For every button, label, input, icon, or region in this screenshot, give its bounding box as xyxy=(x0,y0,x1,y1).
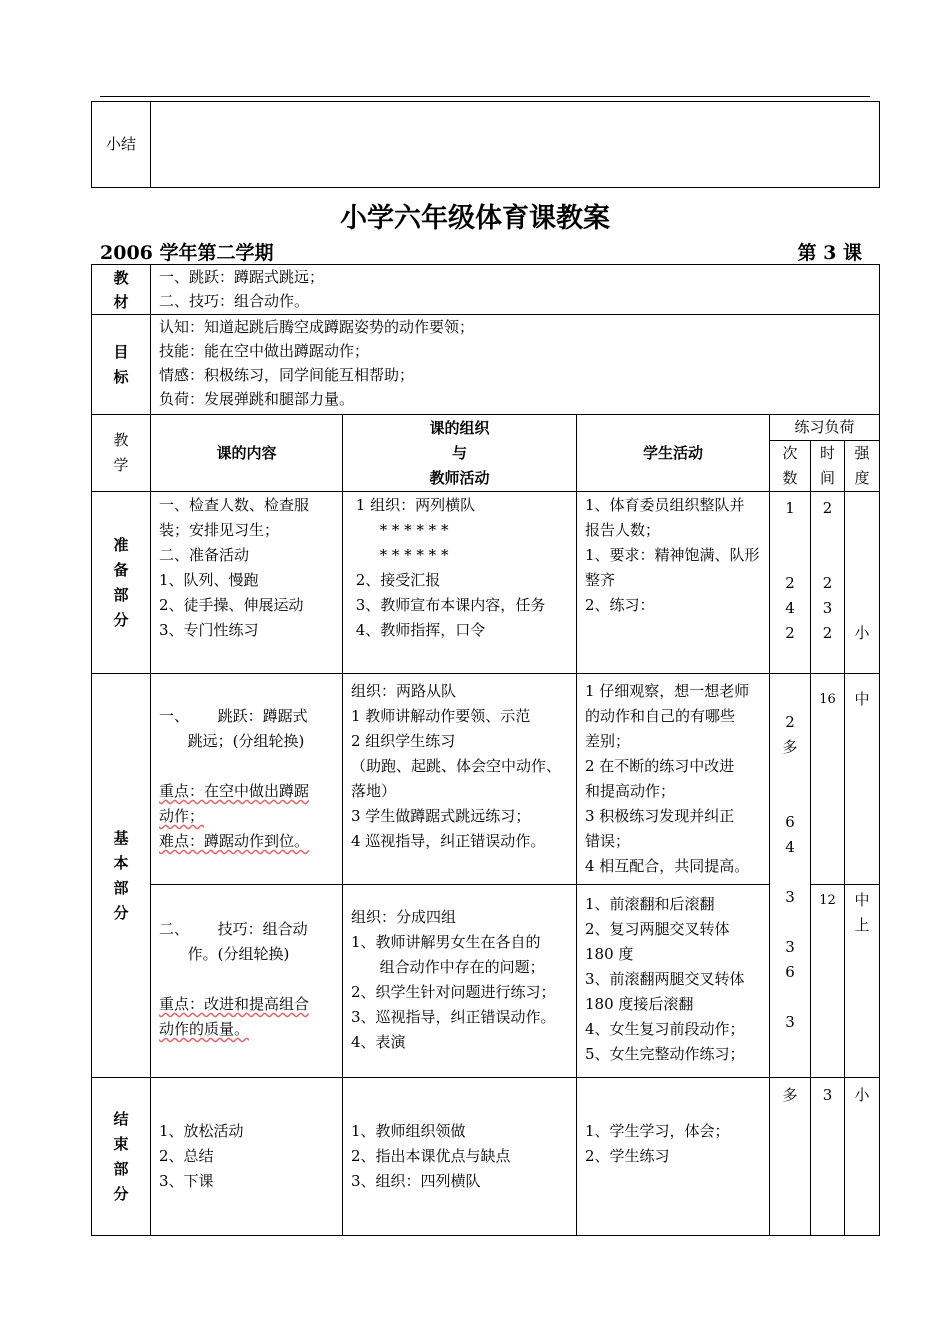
summary-cell xyxy=(151,102,880,188)
lesson-plan-table xyxy=(91,264,880,1236)
top-rule xyxy=(100,96,870,97)
basic-part1-student: 1 仔细观察，想一想老师 的动作和自己的有哪些 差别； 2 在不断的练习中改进 和提高动作； 3 积极练习发现并纠正 错误； 4 相互配合，共同提高。 xyxy=(577,674,770,885)
prep-label: 准 备 部 分 xyxy=(92,492,151,674)
prep-intensity: 小 xyxy=(845,492,880,674)
header-organization: 课的组织 与 教师活动 xyxy=(343,415,577,492)
goals-content: 认知：知道起跳后腾空成蹲踞姿势的动作要领； 技能：能在空中做出蹲踞动作； 情感：积极练习，同学间能互相帮助； 负荷：发展弹跳和腿部力量。 xyxy=(151,315,880,415)
basic-duration-2: 12 xyxy=(811,885,845,1078)
basic-part2-student: 1、前滚翻和后滚翻 2、复习两腿交叉转体 180 度 3、前滚翻两腿交叉转体 180 度接后滚翻 4、女生复习前段动作； 5、女生完整动作练习； xyxy=(577,885,770,1078)
basic-duration-1: 16 xyxy=(811,674,845,885)
header-duration: 时 间 xyxy=(811,441,845,492)
header-times: 次 数 xyxy=(770,441,811,492)
header-load: 练习负荷 xyxy=(770,415,880,441)
page-title: 小学六年级体育课教案 xyxy=(340,203,610,234)
goals-label: 目 标 xyxy=(92,315,151,415)
basic-times: 2 多 6 4 3 3 6 3 xyxy=(770,674,811,1078)
prep-duration: 2 2 3 2 xyxy=(811,492,845,674)
basic-part2-organization: 组织：分成四组 1、教师讲解男女生在各自的 组合动作中存在的问题； 2、织学生针对问题进行练习； 3、巡视指导，纠正错误动作。 4、表演 xyxy=(343,885,577,1078)
end-times: 多 xyxy=(770,1078,811,1236)
prep-times: 1 2 4 2 xyxy=(770,492,811,674)
end-duration: 3 xyxy=(811,1078,845,1236)
end-student: 1、学生学习，体会； 2、学生练习 xyxy=(577,1078,770,1236)
header-student: 学生活动 xyxy=(577,415,770,492)
header-process: 教 学 xyxy=(92,415,151,492)
header-content: 课的内容 xyxy=(151,415,343,492)
basic-intensity-2: 中 上 xyxy=(845,885,880,1078)
semester: 2006 学年第二学期 xyxy=(100,242,274,264)
lesson-number: 第 3 课 xyxy=(797,242,862,264)
prep-content: 一、检查人数、检查服 装；安排见习生； 二、准备活动 1、队列、慢跑 2、徒手操、伸展运动 3、专门性练习 xyxy=(151,492,343,674)
basic-intensity-1: 中 xyxy=(845,674,880,885)
basic-part2-content: 二、 技巧：组合动 作。(分组轮换) 重点：改进和提高组合 动作的质量。 xyxy=(151,885,343,1078)
materials-content: 一、跳跃：蹲踞式跳远； 二、技巧：组合动作。 xyxy=(151,265,880,315)
materials-label: 教 材 xyxy=(92,265,151,315)
basic-label: 基 本 部 分 xyxy=(92,674,151,1078)
header-intensity: 强 度 xyxy=(845,441,880,492)
end-content: 1、放松活动 2、总结 3、下课 xyxy=(151,1078,343,1236)
end-intensity: 小 xyxy=(845,1078,880,1236)
prep-student: 1、体育委员组织整队并 报告人数； 1、要求：精神饱满、队形 整齐 2、练习： xyxy=(577,492,770,674)
basic-part1-organization: 组织：两路从队 1 教师讲解动作要领、示范 2 组织学生练习 （助跑、起跳、体会空中动作、 落地） 3 学生做蹲踞式跳远练习； 4 巡视指导，纠正错误动作。 xyxy=(343,674,577,885)
end-label: 结 束 部 分 xyxy=(92,1078,151,1236)
summary-label: 小结 xyxy=(92,102,151,188)
prep-organization: 1 组织：两列横队 * * * * * * * * * * * * 2、接受汇报 3、教师宣布本课内容，任务 4、教师指挥，口令 xyxy=(343,492,577,674)
summary-table xyxy=(91,101,880,188)
end-organization: 1、教师组织领做 2、指出本课优点与缺点 3、组织：四列横队 xyxy=(343,1078,577,1236)
basic-part1-content: 一、 跳跃：蹲踞式 跳远；(分组轮换) 重点：在空中做出蹲踞 动作； 难点：蹲踞动作到位。 xyxy=(151,674,343,885)
